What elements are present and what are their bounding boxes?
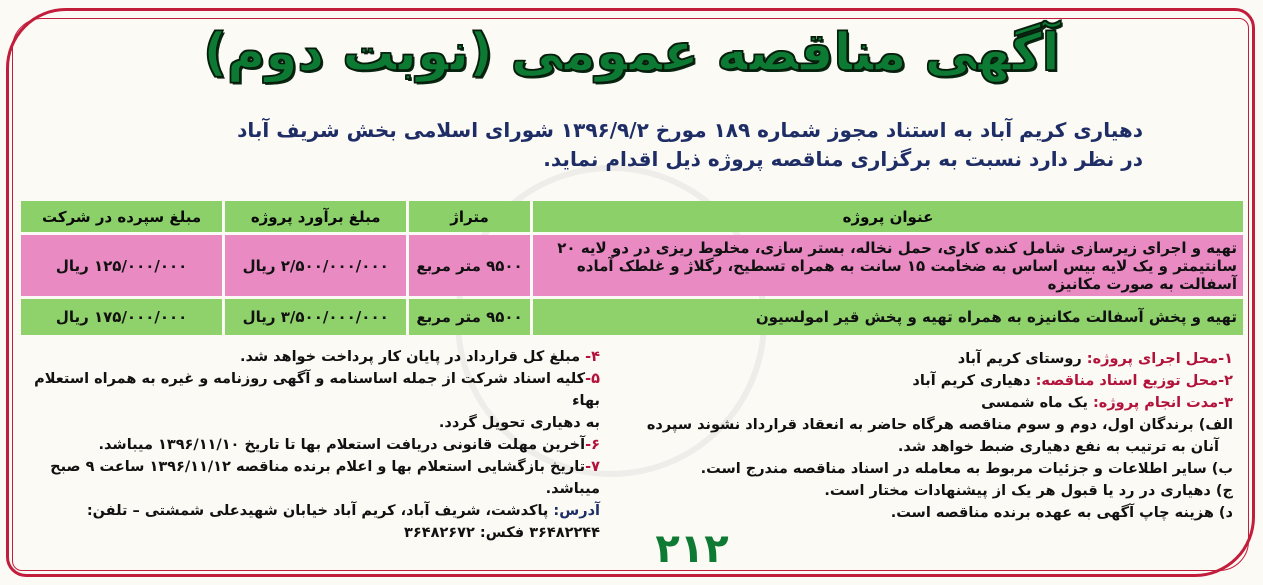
header-project-title: عنوان پروژه xyxy=(533,201,1243,232)
address-text: پاکدشت، شریف آباد، کریم آباد خیابان شهیدعلی شمشتی – تلفن: xyxy=(86,503,554,519)
address-line xyxy=(30,500,600,522)
cell-estimate: ۲/۵۰۰/۰۰۰/۰۰۰ ریال xyxy=(225,235,406,296)
cell-project-title: تهیه و اجرای زیرسازی شامل کنده کاری، حمل نخاله، بستر سازی، مخلوط ریزی در دو لایه ۲۰ سانتیمتر و یک لایه بیس اساس به ضخامت ۱۵ سانت به همراه تسطیح، رگلاژ و غلطک آماده آسفالت به صورت مکانیزه xyxy=(533,235,1243,296)
detail-item-6 xyxy=(30,434,600,456)
cell-project-title: تهیه و پخش آسفالت مکانیزه به همراه تهیه و پخش قیر امولسیون xyxy=(533,299,1243,335)
item-text: مبلغ کل قرارداد در پایان کار پرداخت خواهد شد. xyxy=(239,349,586,365)
detail-label: ۱-محل اجرای پروژه: xyxy=(1086,351,1233,367)
note-c: ج) دهیاری در رد یا قبول هر یک از پیشنهادات مختار است. xyxy=(824,483,1233,499)
item-number: ۵- xyxy=(585,371,600,387)
detail-item-5-cont: به دهیاری تحویل گردد. xyxy=(438,415,600,431)
note-b: ب) سایر اطلاعات و جزئیات مربوط به معامله در اسناد مناقصه مندرج است. xyxy=(700,461,1233,477)
intro-line-2: در نظر دارد نسبت به برگزاری مناقصه پروژه ذیل اقدام نماید. xyxy=(543,147,1143,171)
notice-title: آگهی مناقصه عمومی (نوبت دوم) xyxy=(203,23,1060,83)
table-header-row xyxy=(21,201,1243,232)
address-label: آدرس: xyxy=(553,503,600,519)
details-right xyxy=(613,348,1233,524)
intro-line-1: دهیاری کریم آباد به استناد مجوز شماره ۱۸۹ مورخ ۱۳۹۶/۹/۲ شورای اسلامی بخش شریف آباد xyxy=(237,118,1143,142)
detail-item-4 xyxy=(30,346,600,368)
detail-label: ۳-مدت انجام پروژه: xyxy=(1092,395,1233,411)
detail-label: ۲-محل توزیع اسناد مناقصه: xyxy=(1035,373,1233,389)
note-a-line-2: آنان به ترتیب به نفع دهیاری ضبط خواهد شد. xyxy=(897,439,1219,455)
note-a-line-1: الف) برندگان اول، دوم و سوم مناقصه هرگاه حاضر به انعقاد قرارداد نشوند سپرده xyxy=(646,417,1233,433)
item-text: آخرین مهلت قانونی دریافت استعلام بها تا تاریخ ۱۳۹۶/۱۱/۱۰ میباشد. xyxy=(98,437,586,453)
item-text: کلیه اسناد شرکت از جمله اساسنامه و آگهی روزنامه و غیره به همراه استعلام بهاء xyxy=(34,371,600,409)
item-number: ۷- xyxy=(585,459,600,475)
projects-table-wrap xyxy=(18,198,1246,338)
note-d: د) هزینه چاپ آگهی به عهده برنده مناقصه است. xyxy=(890,505,1233,521)
cell-area: ۹۵۰۰ متر مربع xyxy=(409,299,530,335)
page-number: ۲۱۲ xyxy=(655,526,729,572)
detail-value: دهیاری کریم آباد xyxy=(912,373,1031,389)
detail-item-3 xyxy=(613,392,1233,414)
phone-fax: ۳۶۴۸۲۲۴۴ فکس: ۳۶۴۸۲۶۷۲ xyxy=(404,525,600,541)
details-left xyxy=(30,346,600,544)
cell-deposit: ۱۲۵/۰۰۰/۰۰۰ ریال xyxy=(21,235,222,296)
item-text: تاریخ بازگشایی استعلام بها و اعلام برنده مناقصه ۱۳۹۶/۱۱/۱۲ ساعت ۹ صبح xyxy=(50,459,586,475)
cell-area: ۹۵۰۰ متر مربع xyxy=(409,235,530,296)
detail-value: یک ماه شمسی xyxy=(981,395,1088,411)
cell-estimate: ۳/۵۰۰/۰۰۰/۰۰۰ ریال xyxy=(225,299,406,335)
table-row xyxy=(21,235,1243,296)
detail-value: روستای کریم آباد xyxy=(957,351,1082,367)
header-deposit: مبلغ سپرده در شرکت xyxy=(21,201,222,232)
detail-item-7 xyxy=(30,456,600,478)
detail-item-5 xyxy=(30,368,600,412)
intro-text xyxy=(83,116,1143,174)
cell-deposit: ۱۷۵/۰۰۰/۰۰۰ ریال xyxy=(21,299,222,335)
detail-item-7-cont: میباشد. xyxy=(545,481,600,497)
detail-item-1 xyxy=(613,348,1233,370)
projects-table xyxy=(18,198,1246,338)
item-number: ۴- xyxy=(585,349,600,365)
item-number: ۶- xyxy=(585,437,600,453)
header-area: متراژ xyxy=(409,201,530,232)
header-estimate: مبلغ برآورد پروژه xyxy=(225,201,406,232)
detail-item-2 xyxy=(613,370,1233,392)
table-row xyxy=(21,299,1243,335)
